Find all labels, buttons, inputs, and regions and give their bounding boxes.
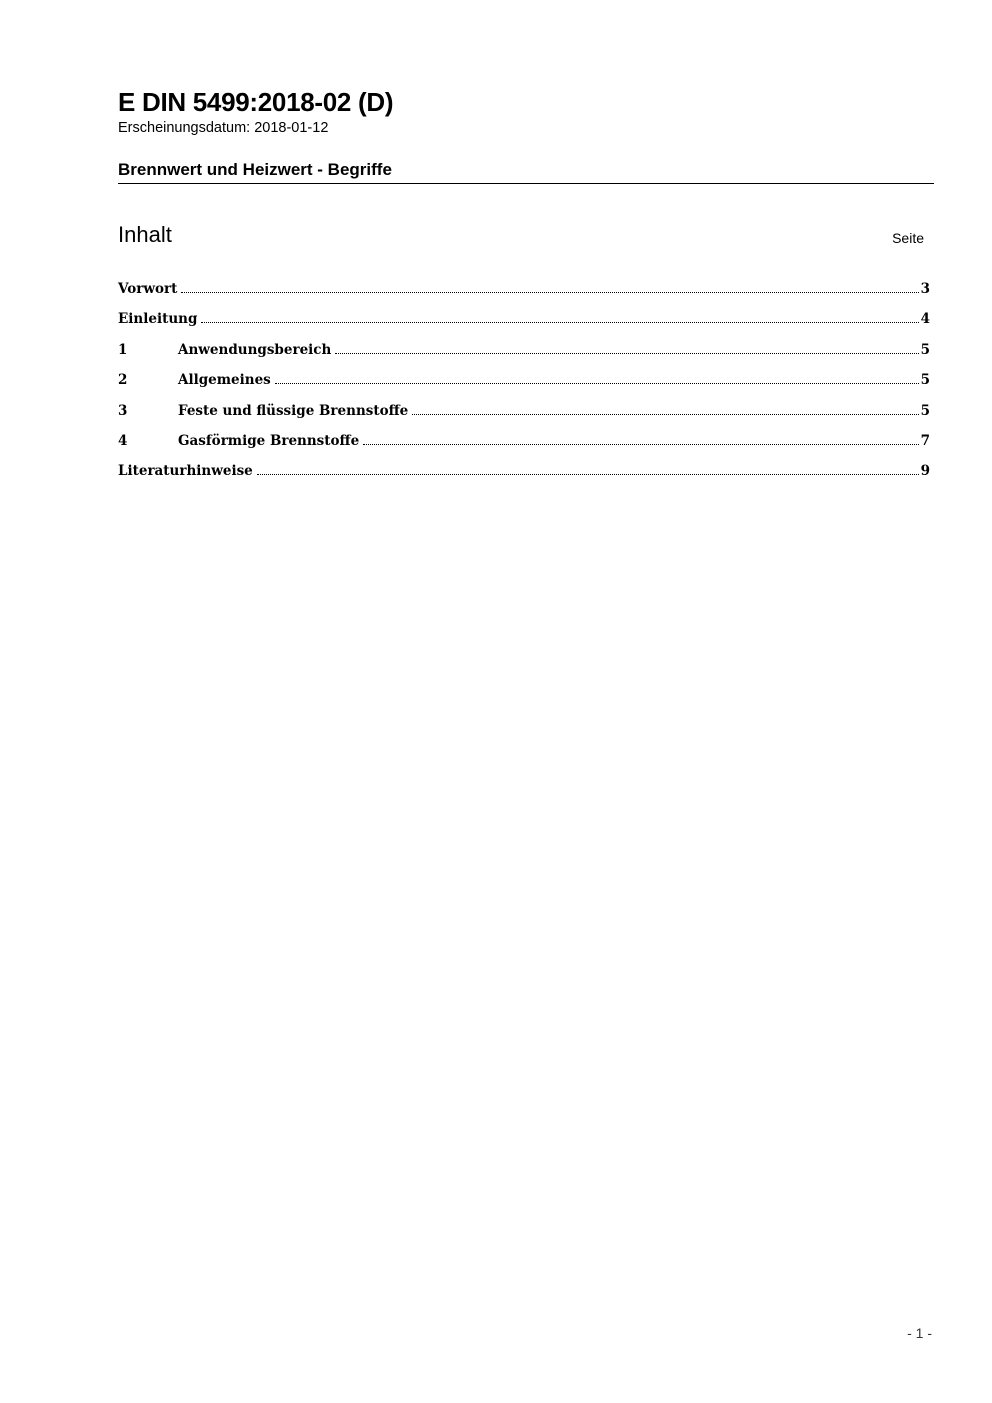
toc-entry-label: Einleitung xyxy=(118,311,198,328)
toc-page-column-label: Seite xyxy=(892,230,924,246)
toc-entry-label: Vorwort xyxy=(118,281,178,297)
toc-entry-allgemeines[interactable] xyxy=(118,370,930,400)
toc-dot-leader xyxy=(275,383,919,384)
toc-dot-leader xyxy=(181,292,918,293)
toc-entry-gasfoermige-brennstoffe[interactable] xyxy=(118,431,930,461)
publication-date: Erscheinungsdatum: 2018-01-12 xyxy=(118,120,329,136)
title-divider xyxy=(118,183,934,184)
toc-entry-label: Feste und flüssige Brennstoffe xyxy=(178,402,409,419)
toc-entry-vorwort[interactable] xyxy=(118,279,930,309)
toc-entry-label: Literaturhinweise xyxy=(118,463,253,480)
page-number: - 1 - xyxy=(907,1325,932,1341)
document-id: E DIN 5499:2018-02 (D) xyxy=(118,87,394,117)
toc-entry-label: Gasförmige Brennstoffe xyxy=(178,432,360,449)
toc-entry-label: Allgemeines xyxy=(178,372,271,389)
toc-entry-page: 5 xyxy=(920,341,930,358)
toc-entry-page: 5 xyxy=(920,372,930,389)
toc-entry-number: 3 xyxy=(118,402,128,419)
toc-heading: Inhalt xyxy=(118,222,172,247)
toc-dot-leader xyxy=(257,474,919,475)
toc-entry-page: 4 xyxy=(920,311,930,328)
toc-entry-page: 3 xyxy=(920,281,930,297)
toc-dot-leader xyxy=(335,353,918,354)
toc-entry-page: 5 xyxy=(920,402,930,419)
toc-entry-page: 7 xyxy=(920,432,930,449)
toc-dot-leader xyxy=(412,414,918,415)
toc-entry-number: 1 xyxy=(118,341,128,358)
toc-entry-label: Anwendungsbereich xyxy=(178,341,332,358)
toc-entry-anwendungsbereich[interactable] xyxy=(118,340,930,370)
toc-entry-page: 9 xyxy=(920,463,930,480)
toc-dot-leader xyxy=(201,322,918,323)
toc-entry-feste-fluessige-brennstoffe[interactable] xyxy=(118,401,930,431)
document-title: Brennwert und Heizwert - Begriffe xyxy=(118,160,392,179)
toc-entry-number: 4 xyxy=(118,432,128,449)
toc-entry-einleitung[interactable] xyxy=(118,309,930,339)
toc-dot-leader xyxy=(363,444,918,445)
toc-entry-literaturhinweise[interactable] xyxy=(118,461,930,491)
table-of-contents xyxy=(118,279,930,492)
toc-entry-number: 2 xyxy=(118,372,128,389)
